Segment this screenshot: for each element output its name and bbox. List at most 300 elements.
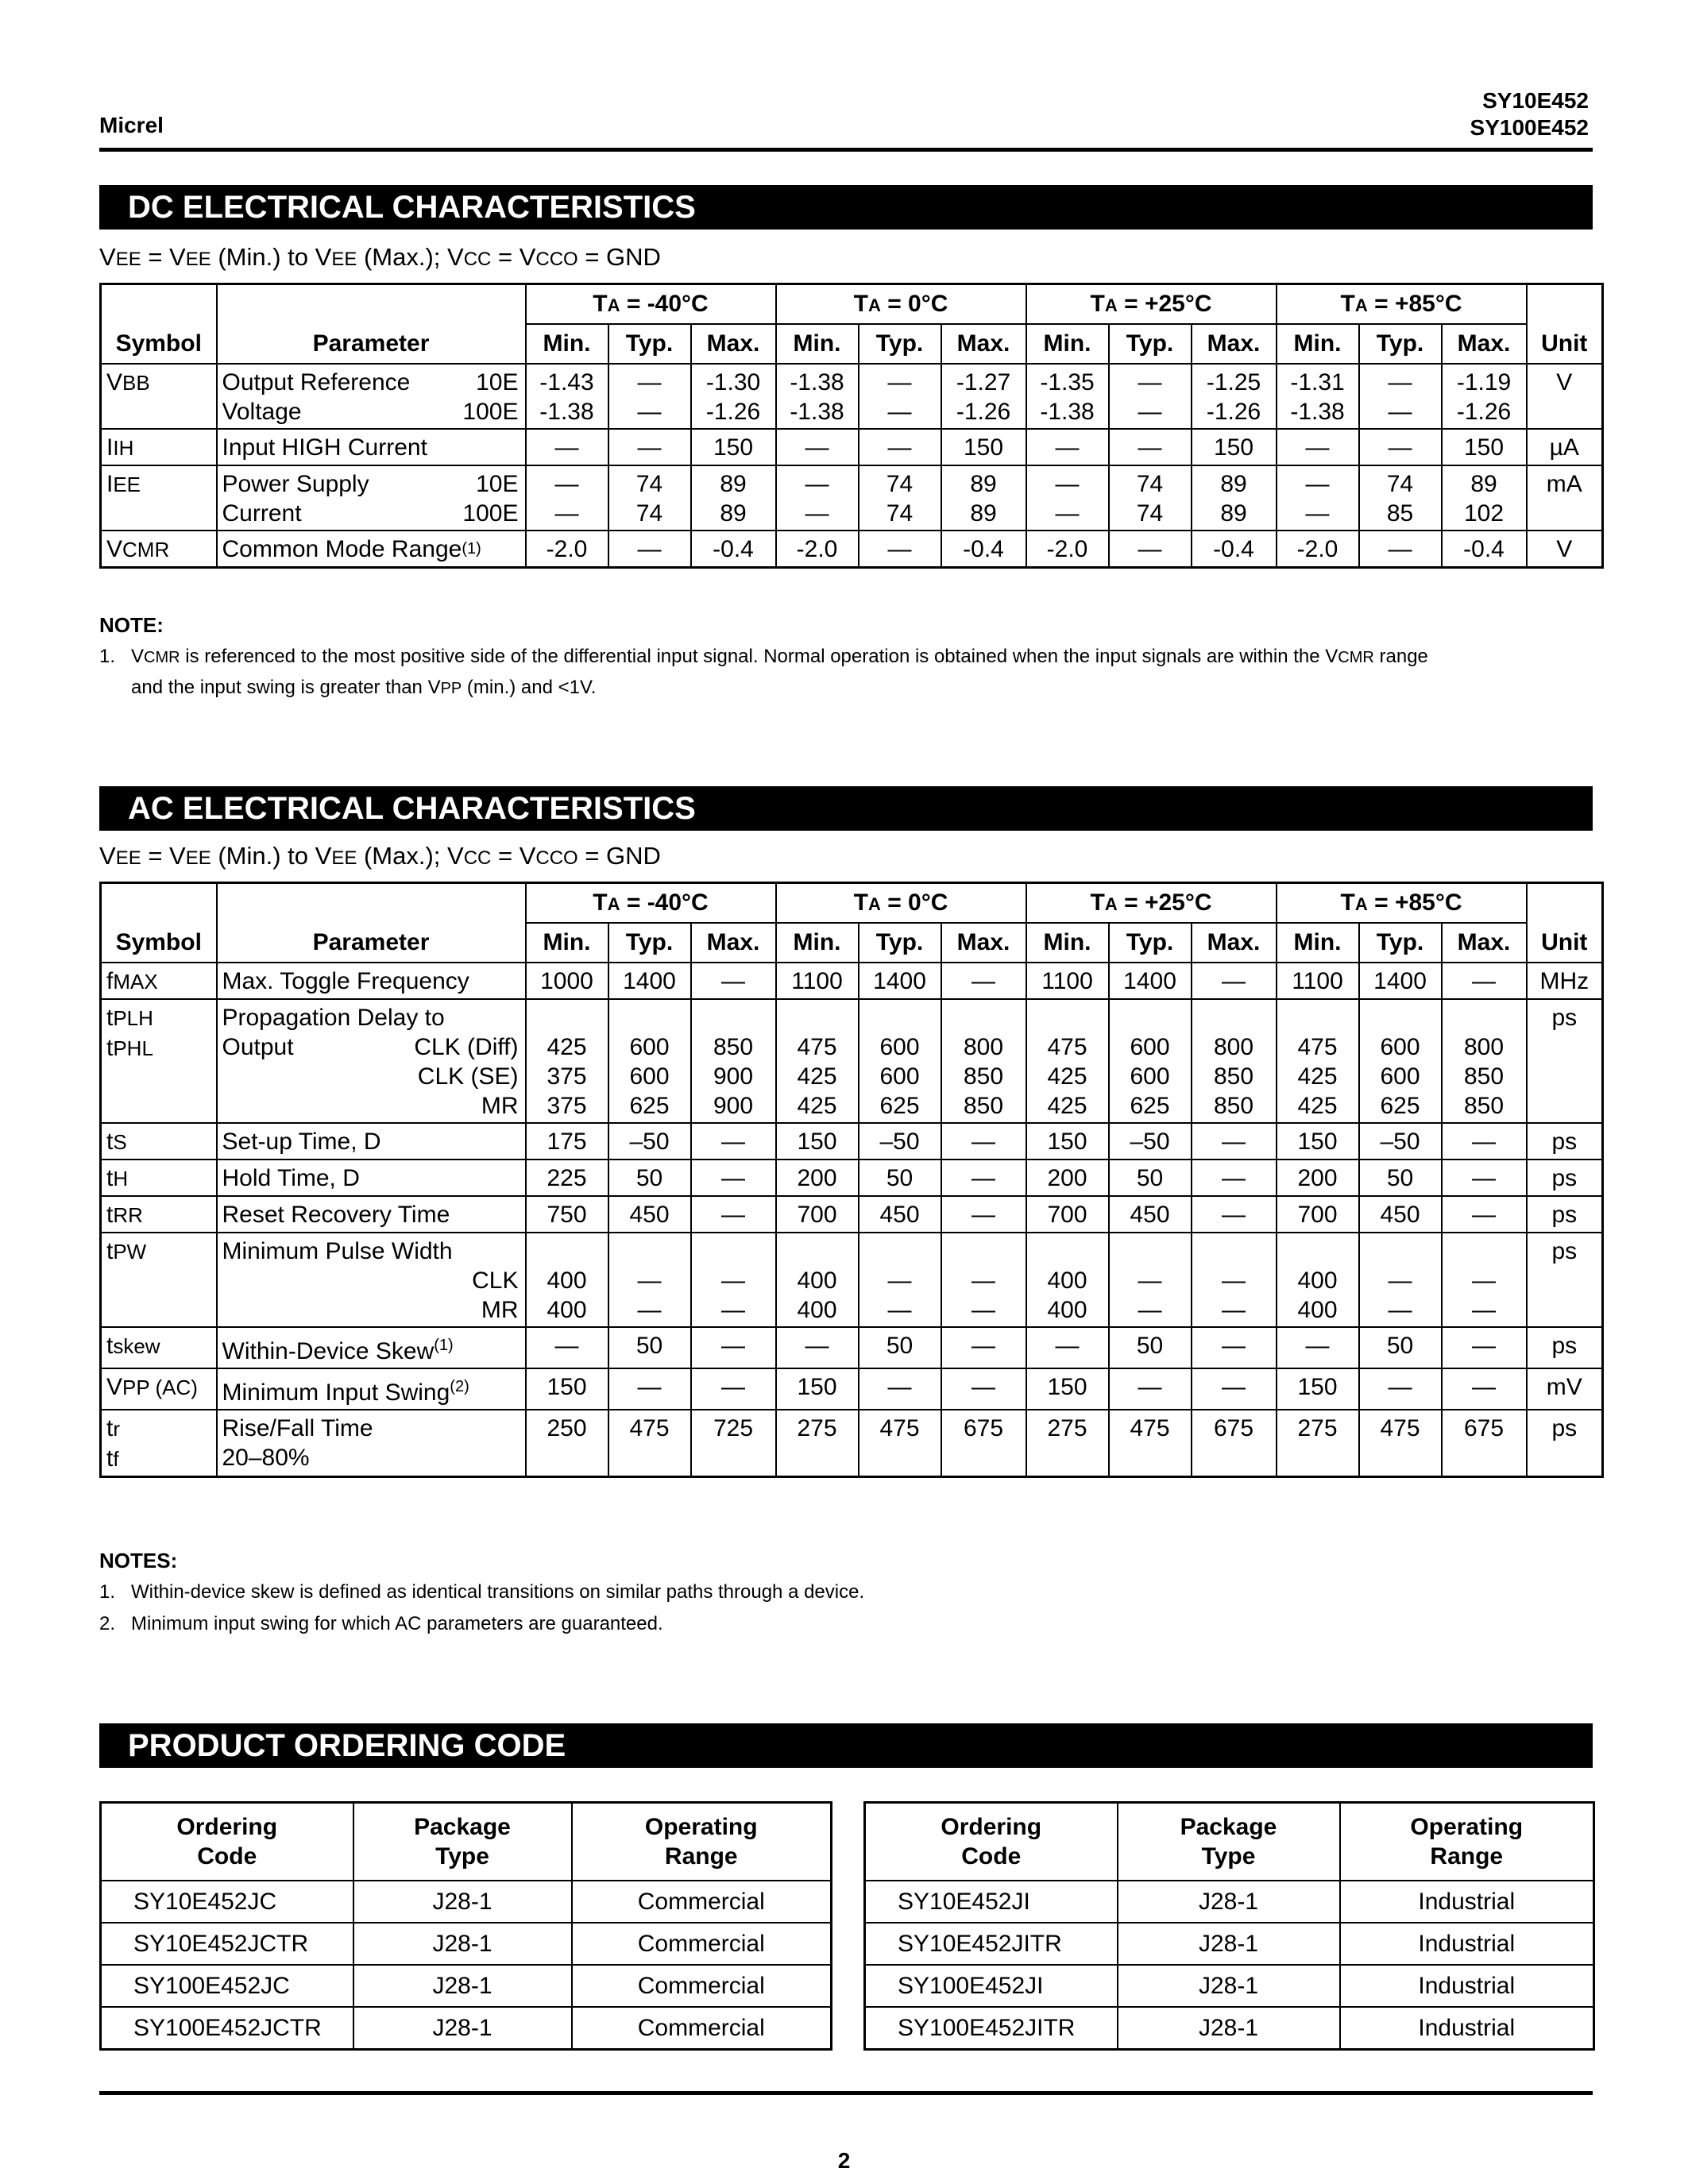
value-cell: 275: [776, 1410, 859, 1477]
operating-range-cell: Commercial: [572, 1965, 832, 2007]
ordering-row: [101, 1965, 832, 2007]
value-cell: 450: [1109, 1196, 1192, 1233]
value-cell: -0.4: [691, 531, 776, 568]
min-header: Min.: [526, 923, 608, 963]
value-cell: 450: [1359, 1196, 1442, 1233]
value-cell: —: [1277, 1327, 1359, 1368]
unit-cell: mA: [1527, 465, 1603, 531]
unit-cell: ps: [1527, 1410, 1603, 1477]
part-number-2: SY100E452: [1470, 115, 1589, 140]
page-number: 2: [837, 2148, 851, 2173]
value-cell: -2.0: [1026, 531, 1109, 568]
unit-header: Unit: [1527, 324, 1603, 364]
typ-header: Typ.: [1109, 324, 1192, 364]
symbol-cell: VPP (AC): [101, 1368, 217, 1410]
value-cell: -1.19 -1.26: [1442, 364, 1527, 429]
value-cell: — —: [776, 465, 859, 531]
package-type-header: Package Type: [1118, 1803, 1340, 1881]
header-blank: [1527, 883, 1603, 924]
value-cell: — —: [526, 465, 608, 531]
package-type-cell: J28-1: [353, 1923, 572, 1965]
ordering-code-cell: SY100E452JC: [101, 1965, 353, 2007]
header-blank: [101, 284, 217, 325]
value-cell: -0.4: [941, 531, 1026, 568]
value-cell: — —: [608, 1233, 691, 1327]
value-cell: — —: [859, 364, 941, 429]
ac-conditions: VEE = VEE (Min.) to VEE (Max.); VCC = VCCO = GND: [99, 842, 661, 870]
value-cell: 74 74: [608, 465, 691, 531]
operating-range-header: Operating Range: [1340, 1803, 1594, 1881]
unit-cell: ps: [1527, 1196, 1603, 1233]
value-cell: 89 89: [941, 465, 1026, 531]
value-cell: 450: [859, 1196, 941, 1233]
value-cell: 1100: [1026, 963, 1109, 999]
value-cell: —: [608, 531, 691, 568]
value-cell: —: [691, 1368, 776, 1410]
dc-section-title: DC ELECTRICAL CHARACTERISTICS: [99, 185, 1593, 230]
table-row: [101, 364, 1603, 429]
min-header: Min.: [1026, 923, 1109, 963]
value-cell: 475 425 425: [1026, 999, 1109, 1123]
footer-rule: [99, 2091, 1593, 2095]
value-cell: 150: [1026, 1123, 1109, 1160]
table-row: [101, 999, 1603, 1123]
value-cell: 450: [608, 1196, 691, 1233]
operating-range-cell: Industrial: [1340, 1881, 1594, 1923]
table-row: [101, 1327, 1603, 1368]
value-cell: -1.30 -1.26: [691, 364, 776, 429]
value-cell: 800 850 850: [941, 999, 1026, 1123]
value-cell: —: [1277, 429, 1359, 465]
value-cell: –50: [1109, 1123, 1192, 1160]
symbol-cell: tH: [101, 1160, 217, 1196]
value-cell: 475: [859, 1410, 941, 1477]
ordering-row: [865, 1965, 1594, 2007]
value-cell: 50: [1109, 1160, 1192, 1196]
ordering-code-cell: SY100E452JCTR: [101, 2007, 353, 2050]
table-row: [101, 1160, 1603, 1196]
value-cell: 150: [776, 1368, 859, 1410]
header-rule: [99, 148, 1593, 152]
parameter-cell: Power Supply 10E Current 100E: [217, 465, 526, 531]
dc-note-1: 1. VCMR is referenced to the most positive side of the differential input signal. Normal operation is obtained when the input signals are within the VCMR range and the input swing is greater than VPP (min.) and <1V.: [99, 646, 1428, 698]
value-cell: 675: [941, 1410, 1026, 1477]
value-cell: —: [1359, 531, 1442, 568]
unit-cell: MHz: [1527, 963, 1603, 999]
value-cell: —: [941, 1196, 1026, 1233]
unit-cell: ps: [1527, 1327, 1603, 1368]
package-type-header: Package Type: [353, 1803, 572, 1881]
max-header: Max.: [941, 324, 1026, 364]
value-cell: 475: [1359, 1410, 1442, 1477]
value-cell: —: [1359, 1368, 1442, 1410]
value-cell: — —: [1442, 1233, 1527, 1327]
parameter-cell: Output Reference 10E Voltage 100E: [217, 364, 526, 429]
value-cell: 50: [1359, 1160, 1442, 1196]
dc-table: [99, 283, 1604, 569]
header-blank: [101, 883, 217, 924]
symbol-cell: VCMR: [101, 531, 217, 568]
parameter-cell: Hold Time, D: [217, 1160, 526, 1196]
value-cell: —: [1442, 1368, 1527, 1410]
value-cell: 1100: [1277, 963, 1359, 999]
value-cell: —: [859, 429, 941, 465]
value-cell: 1400: [1359, 963, 1442, 999]
value-cell: 800 850 850: [1192, 999, 1277, 1123]
max-header: Max.: [1442, 923, 1527, 963]
value-cell: -2.0: [526, 531, 608, 568]
parameter-cell: Reset Recovery Time: [217, 1196, 526, 1233]
value-cell: 50: [608, 1327, 691, 1368]
value-cell: –50: [859, 1123, 941, 1160]
table-row: [101, 1368, 1603, 1410]
parameter-cell: Rise/Fall Time 20–80%: [217, 1410, 526, 1477]
value-cell: -1.25 -1.26: [1192, 364, 1277, 429]
parameter-cell: Input HIGH Current: [217, 429, 526, 465]
operating-range-cell: Industrial: [1340, 1923, 1594, 1965]
operating-range-header: Operating Range: [572, 1803, 832, 1881]
value-cell: 600 600 625: [608, 999, 691, 1123]
min-header: Min.: [776, 324, 859, 364]
value-cell: —: [1192, 963, 1277, 999]
package-type-cell: J28-1: [353, 1881, 572, 1923]
value-cell: 50: [1109, 1327, 1192, 1368]
table-row: [101, 531, 1603, 568]
value-cell: 1100: [776, 963, 859, 999]
value-cell: —: [1192, 1160, 1277, 1196]
value-cell: 50: [608, 1160, 691, 1196]
ordering-code-cell: SY10E452JI: [865, 1881, 1118, 1923]
value-cell: — —: [1277, 465, 1359, 531]
min-header: Min.: [1277, 923, 1359, 963]
ac-notes-heading: NOTES:: [99, 1549, 178, 1572]
temp-range-header: TA = -40°C: [526, 284, 776, 325]
part-number-1: SY10E452: [1482, 88, 1589, 113]
part-numbers: [1470, 87, 1589, 141]
value-cell: — —: [1359, 1233, 1442, 1327]
value-cell: —: [1442, 963, 1527, 999]
value-cell: -1.43 -1.38: [526, 364, 608, 429]
value-cell: 150: [1442, 429, 1527, 465]
ordering-row: [101, 1881, 832, 1923]
dc-conditions: VEE = VEE (Min.) to VEE (Max.); VCC = VCCO = GND: [99, 243, 661, 271]
package-type-cell: J28-1: [353, 1965, 572, 2007]
value-cell: -1.27 -1.26: [941, 364, 1026, 429]
parameter-header: Parameter: [217, 324, 526, 364]
ac-table: [99, 882, 1604, 1478]
ordering-row: [101, 1923, 832, 1965]
value-cell: 475 425 425: [1277, 999, 1359, 1123]
value-cell: 1000: [526, 963, 608, 999]
value-cell: 850 900 900: [691, 999, 776, 1123]
value-cell: 150: [1277, 1123, 1359, 1160]
parameter-cell: Within-Device Skew$^{(1)}$: [217, 1327, 526, 1368]
value-cell: —: [1192, 1327, 1277, 1368]
value-cell: —: [1192, 1196, 1277, 1233]
symbol-cell: IEE: [101, 465, 217, 531]
value-cell: 400 400: [1026, 1233, 1109, 1327]
value-cell: -0.4: [1442, 531, 1527, 568]
value-cell: 750: [526, 1196, 608, 1233]
unit-cell: µA: [1527, 429, 1603, 465]
symbol-cell: tr tf: [101, 1410, 217, 1477]
symbol-cell: tPLH tPHL: [101, 999, 217, 1123]
value-cell: 74 85: [1359, 465, 1442, 531]
value-cell: 675: [1192, 1410, 1277, 1477]
table-row: [101, 429, 1603, 465]
parameter-cell: Minimum Input Swing$^{(2)}$: [217, 1368, 526, 1410]
ordering-row: [101, 2007, 832, 2050]
temp-range-header: TA = 0°C: [776, 284, 1026, 325]
value-cell: —: [691, 1196, 776, 1233]
value-cell: 175: [526, 1123, 608, 1160]
temp-range-header: TA = +25°C: [1026, 284, 1277, 325]
value-cell: —: [776, 1327, 859, 1368]
value-cell: —: [691, 963, 776, 999]
value-cell: 89 102: [1442, 465, 1527, 531]
parameter-cell: Max. Toggle Frequency: [217, 963, 526, 999]
ordering-code-cell: SY10E452JITR: [865, 1923, 1118, 1965]
table-row: [101, 963, 1603, 999]
symbol-cell: tPW: [101, 1233, 217, 1327]
value-cell: –50: [608, 1123, 691, 1160]
ordering-code-header: Ordering Code: [865, 1803, 1118, 1881]
parameter-cell: Common Mode Range (1): [217, 531, 526, 568]
temp-range-header: TA = +85°C: [1277, 284, 1527, 325]
value-cell: —: [859, 531, 941, 568]
value-cell: —: [691, 1123, 776, 1160]
symbol-cell: IIH: [101, 429, 217, 465]
value-cell: -1.31 -1.38: [1277, 364, 1359, 429]
unit-cell: ps: [1527, 1160, 1603, 1196]
value-cell: —: [608, 429, 691, 465]
value-cell: — —: [1026, 465, 1109, 531]
value-cell: 89 89: [1192, 465, 1277, 531]
symbol-cell: VBB: [101, 364, 217, 429]
value-cell: —: [691, 1327, 776, 1368]
value-cell: —: [526, 429, 608, 465]
value-cell: —: [1192, 1368, 1277, 1410]
value-cell: — —: [941, 1233, 1026, 1327]
value-cell: 74 74: [859, 465, 941, 531]
dc-note-heading: NOTE:: [99, 613, 164, 637]
table-row: [101, 465, 1603, 531]
value-cell: 700: [1026, 1196, 1109, 1233]
operating-range-cell: Commercial: [572, 1923, 832, 1965]
min-header: Min.: [776, 923, 859, 963]
value-cell: —: [941, 963, 1026, 999]
typ-header: Typ.: [1109, 923, 1192, 963]
max-header: Max.: [691, 324, 776, 364]
value-cell: — —: [691, 1233, 776, 1327]
unit-header: Unit: [1527, 923, 1603, 963]
unit-cell: V: [1527, 531, 1603, 568]
ac-note-1: 1. Within-device skew is defined as identical transitions on similar paths through a device.: [99, 1581, 865, 1603]
value-cell: 150: [776, 1123, 859, 1160]
symbol-header: Symbol: [101, 324, 217, 364]
ac-section-title: AC ELECTRICAL CHARACTERISTICS: [99, 786, 1593, 831]
typ-header: Typ.: [1359, 923, 1442, 963]
value-cell: —: [941, 1123, 1026, 1160]
symbol-cell: tS: [101, 1123, 217, 1160]
value-cell: 275: [1026, 1410, 1109, 1477]
value-cell: -0.4: [1192, 531, 1277, 568]
value-cell: -1.35 -1.38: [1026, 364, 1109, 429]
value-cell: — —: [1359, 364, 1442, 429]
value-cell: —: [691, 1160, 776, 1196]
value-cell: — —: [1109, 1233, 1192, 1327]
ordering-code-cell: SY10E452JC: [101, 1881, 353, 1923]
value-cell: —: [1442, 1327, 1527, 1368]
value-cell: —: [1026, 429, 1109, 465]
value-cell: 700: [1277, 1196, 1359, 1233]
symbol-cell: tRR: [101, 1196, 217, 1233]
value-cell: 225: [526, 1160, 608, 1196]
value-cell: —: [1442, 1160, 1527, 1196]
ordering-row: [865, 1881, 1594, 1923]
value-cell: -1.38 -1.38: [776, 364, 859, 429]
max-header: Max.: [691, 923, 776, 963]
table-row: [101, 1196, 1603, 1233]
value-cell: 425 375 375: [526, 999, 608, 1123]
package-type-cell: J28-1: [1118, 2007, 1340, 2050]
value-cell: 725: [691, 1410, 776, 1477]
value-cell: — —: [608, 364, 691, 429]
value-cell: 200: [1026, 1160, 1109, 1196]
value-cell: 1400: [1109, 963, 1192, 999]
parameter-header: Parameter: [217, 923, 526, 963]
temp-range-header: TA = +85°C: [1277, 883, 1527, 924]
value-cell: -2.0: [1277, 531, 1359, 568]
symbol-header: Symbol: [101, 923, 217, 963]
typ-header: Typ.: [859, 923, 941, 963]
typ-header: Typ.: [1359, 324, 1442, 364]
temp-range-header: TA = -40°C: [526, 883, 776, 924]
value-cell: 50: [1359, 1327, 1442, 1368]
parameter-cell: Propagation Delay to Output CLK (Diff) CLK (SE) MR: [217, 999, 526, 1123]
max-header: Max.: [1192, 923, 1277, 963]
brand-name: Micrel: [99, 113, 164, 137]
value-cell: 150: [691, 429, 776, 465]
ordering-row: [865, 2007, 1594, 2050]
ordering-table-commercial: [99, 1801, 832, 2051]
value-cell: —: [1442, 1196, 1527, 1233]
value-cell: —: [526, 1327, 608, 1368]
min-header: Min.: [1277, 324, 1359, 364]
value-cell: —: [776, 429, 859, 465]
table-row: [101, 1410, 1603, 1477]
value-cell: 50: [859, 1160, 941, 1196]
value-cell: 150: [1192, 429, 1277, 465]
value-cell: 475: [1109, 1410, 1192, 1477]
ordering-code-cell: SY100E452JI: [865, 1965, 1118, 2007]
value-cell: 150: [1277, 1368, 1359, 1410]
temp-range-header: TA = 0°C: [776, 883, 1026, 924]
value-cell: –50: [1359, 1123, 1442, 1160]
ordering-table-industrial: [863, 1801, 1595, 2051]
temp-range-header: TA = +25°C: [1026, 883, 1277, 924]
value-cell: 600 600 625: [1359, 999, 1442, 1123]
unit-cell: V: [1527, 364, 1603, 429]
value-cell: —: [941, 1368, 1026, 1410]
unit-cell: ps: [1527, 1123, 1603, 1160]
max-header: Max.: [941, 923, 1026, 963]
table-row: [101, 1123, 1603, 1160]
min-header: Min.: [526, 324, 608, 364]
value-cell: —: [1026, 1327, 1109, 1368]
ordering-code-cell: SY100E452JITR: [865, 2007, 1118, 2050]
package-type-cell: J28-1: [1118, 1923, 1340, 1965]
value-cell: -2.0: [776, 531, 859, 568]
symbol-cell: tskew: [101, 1327, 217, 1368]
package-type-cell: J28-1: [353, 2007, 572, 2050]
max-header: Max.: [1442, 324, 1527, 364]
value-cell: — —: [859, 1233, 941, 1327]
value-cell: 200: [1277, 1160, 1359, 1196]
min-header: Min.: [1026, 324, 1109, 364]
value-cell: —: [1109, 429, 1192, 465]
ordering-section-title: PRODUCT ORDERING CODE: [99, 1723, 1593, 1768]
ordering-row: [865, 1923, 1594, 1965]
package-type-cell: J28-1: [1118, 1965, 1340, 2007]
unit-cell: ps: [1527, 999, 1603, 1123]
value-cell: —: [1109, 531, 1192, 568]
value-cell: 150: [941, 429, 1026, 465]
value-cell: 400 400: [1277, 1233, 1359, 1327]
unit-cell: ps: [1527, 1233, 1603, 1327]
value-cell: 50: [859, 1327, 941, 1368]
value-cell: —: [941, 1327, 1026, 1368]
operating-range-cell: Commercial: [572, 1881, 832, 1923]
value-cell: 275: [1277, 1410, 1359, 1477]
value-cell: —: [1192, 1123, 1277, 1160]
value-cell: 800 850 850: [1442, 999, 1527, 1123]
value-cell: 600 600 625: [1109, 999, 1192, 1123]
table-row: [101, 1233, 1603, 1327]
operating-range-cell: Industrial: [1340, 1965, 1594, 2007]
value-cell: 1400: [859, 963, 941, 999]
value-cell: — —: [1109, 364, 1192, 429]
parameter-cell: Minimum Pulse Width CLK MR: [217, 1233, 526, 1327]
value-cell: 1400: [608, 963, 691, 999]
ac-note-2: 2. Minimum input swing for which AC parameters are guaranteed.: [99, 1613, 663, 1634]
header-blank: [217, 284, 526, 325]
value-cell: —: [859, 1368, 941, 1410]
value-cell: —: [608, 1368, 691, 1410]
value-cell: 475: [608, 1410, 691, 1477]
header-blank: [1527, 284, 1603, 325]
typ-header: Typ.: [608, 923, 691, 963]
value-cell: — —: [1192, 1233, 1277, 1327]
value-cell: 250: [526, 1410, 608, 1477]
value-cell: —: [1109, 1368, 1192, 1410]
value-cell: 675: [1442, 1410, 1527, 1477]
value-cell: 200: [776, 1160, 859, 1196]
value-cell: 700: [776, 1196, 859, 1233]
package-type-cell: J28-1: [1118, 1881, 1340, 1923]
ordering-code-header: Ordering Code: [101, 1803, 353, 1881]
value-cell: —: [941, 1160, 1026, 1196]
parameter-cell: Set-up Time, D: [217, 1123, 526, 1160]
value-cell: 150: [1026, 1368, 1109, 1410]
value-cell: 400 400: [526, 1233, 608, 1327]
ordering-code-cell: SY10E452JCTR: [101, 1923, 353, 1965]
value-cell: 150: [526, 1368, 608, 1410]
value-cell: 475 425 425: [776, 999, 859, 1123]
typ-header: Typ.: [608, 324, 691, 364]
max-header: Max.: [1192, 324, 1277, 364]
typ-header: Typ.: [859, 324, 941, 364]
